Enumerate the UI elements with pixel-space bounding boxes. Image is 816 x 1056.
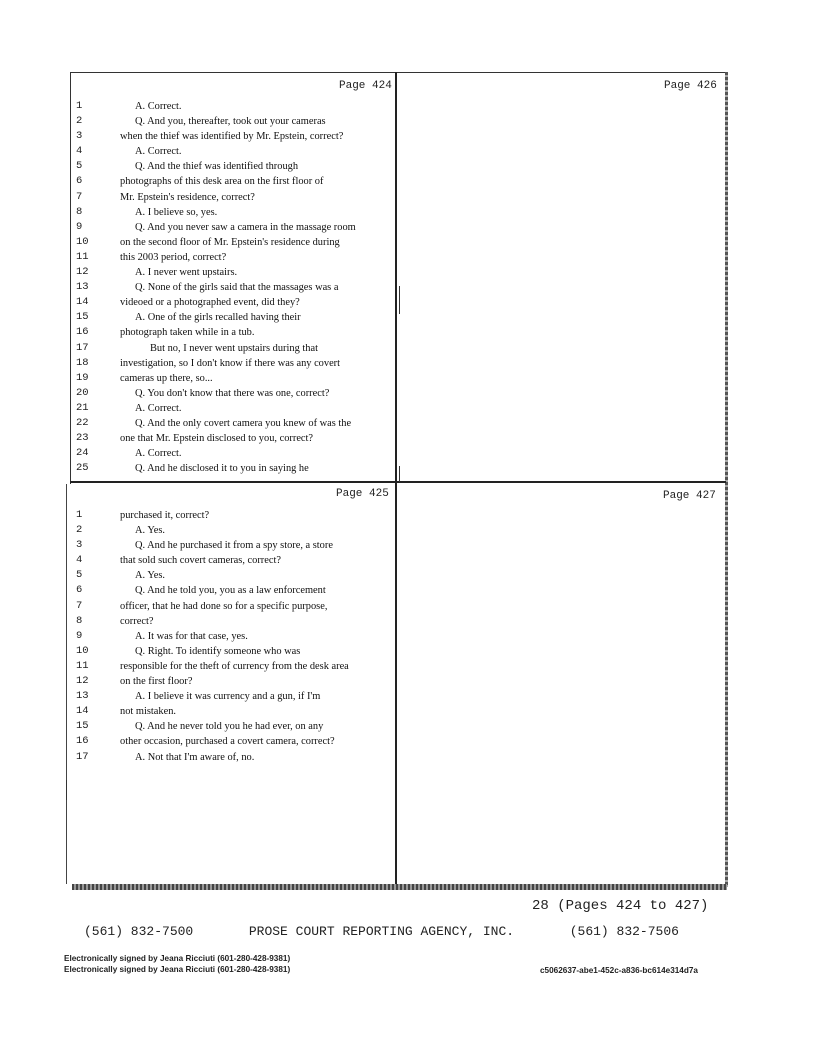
transcript-line: But no, I never went upstairs during that [150,342,318,354]
agency-name: PROSE COURT REPORTING AGENCY, INC. [248,924,515,939]
transcript-line: one that Mr. Epstein disclosed to you, correct? [120,433,314,445]
margin-mark [399,466,400,482]
transcript-line: Q. And the thief was identified through [135,161,299,173]
transcript-line: purchased it, correct? [120,510,210,521]
transcript-line: A. I never went upstairs. [135,267,238,279]
transcript-line: Q. And you never saw a camera in the massage room [135,221,356,233]
transcript-line: Q. None of the girls said that the massages was a [135,282,339,294]
margin-mark [399,286,400,314]
page-424-line-numbers: 1 2 3 4 5 6 7 8 9 10 11 12 13 14 15 16 17 18 19 20 21 22 23 24 25 [76,100,89,475]
transcript-line: A. I believe it was currency and a gun, if I'm [135,691,321,703]
transcript-line: A. One of the girls recalled having their [135,312,301,324]
frame-bottom-border [72,884,727,890]
transcript-line: videoed or a photographed event, did they? [120,297,300,309]
transcript-line: when the thief was identified by Mr. Epstein, correct? [120,131,344,143]
transcript-line: Q. And he disclosed it to you in saying he [135,463,309,475]
transcript-line: A. Not that I'm aware of, no. [135,751,255,763]
transcript-line: Q. And he told you, you as a law enforcement [135,585,326,597]
transcript-line: correct? [120,615,154,627]
transcript-line: A. It was for that case, yes. [135,630,248,642]
transcript-line: Q. And the only covert camera you knew of was the [135,417,352,429]
frame-left-border [70,72,71,484]
page-426-label: Page 426 [664,80,717,92]
page-425-line-numbers: 1 2 3 4 5 6 7 8 9 10 11 12 13 14 15 16 17 [76,509,89,763]
phone-right: (561) 832-7506 [569,924,679,939]
transcript-line: officer, that he had done so for a specific purpose, [120,600,328,612]
transcript-line: A. Correct. [135,101,182,112]
page-425-label: Page 425 [336,488,389,500]
transcript-line: this 2003 period, correct? [120,251,227,263]
transcript-line: Q. And you, thereafter, took out your cameras [135,116,326,128]
agency-line [84,924,679,939]
page-424-label: Page 424 [339,80,392,92]
transcript-line: Q. You don't know that there was one, correct? [135,387,330,399]
signature-line-2: Electronically signed by Jeana Ricciuti (601-280-428-9381) [64,965,291,974]
page-427-label: Page 427 [663,490,716,502]
margin-mark [66,780,67,800]
column-divider [395,72,397,887]
transcript-line: on the first floor? [120,676,193,688]
frame-top-border [70,72,726,73]
transcript-line: investigation, so I don't know if there was any covert [120,357,341,369]
transcript-line: Q. Right. To identify someone who was [135,645,301,657]
transcript-line: Mr. Epstein's residence, correct? [120,191,255,203]
transcript-line: other occasion, purchased a covert camera, correct? [120,736,335,748]
transcript-line: responsible for the theft of currency from the desk area [120,660,349,672]
transcript-line: A. Yes. [135,570,166,582]
frame-right-border [725,72,728,887]
transcript-line: cameras up there, so... [120,372,213,384]
transcript-line: that sold such covert cameras, correct? [120,555,281,567]
transcript-line: A. Correct. [135,402,182,414]
transcript-line: A. Yes. [135,525,166,537]
transcript-line: Q. And he never told you he had ever, on any [135,721,324,733]
transcript-line: not mistaken. [120,706,176,718]
frame-left-border-lower [66,484,67,884]
page-range: 28 (Pages 424 to 427) [532,898,709,914]
transcript-line: A. I believe so, yes. [135,206,218,218]
transcript-line: photograph taken while in a tub. [120,327,255,339]
signature-line-1: Electronically signed by Jeana Ricciuti (601-280-428-9381) [64,954,291,963]
row-divider [70,481,726,483]
document-hash: c5062637-abe1-452c-a836-bc614e314d7a [540,966,698,975]
phone-left: (561) 832-7500 [84,924,194,939]
transcript-line: A. Correct. [135,146,182,158]
transcript-line: photographs of this desk area on the first floor of [120,176,324,188]
transcript-line: on the second floor of Mr. Epstein's residence during [120,236,340,248]
page-425-transcript [120,508,392,765]
page-424-transcript [120,99,392,476]
transcript-line: Q. And he purchased it from a spy store, a store [135,540,333,552]
transcript-line: A. Correct. [135,448,182,460]
